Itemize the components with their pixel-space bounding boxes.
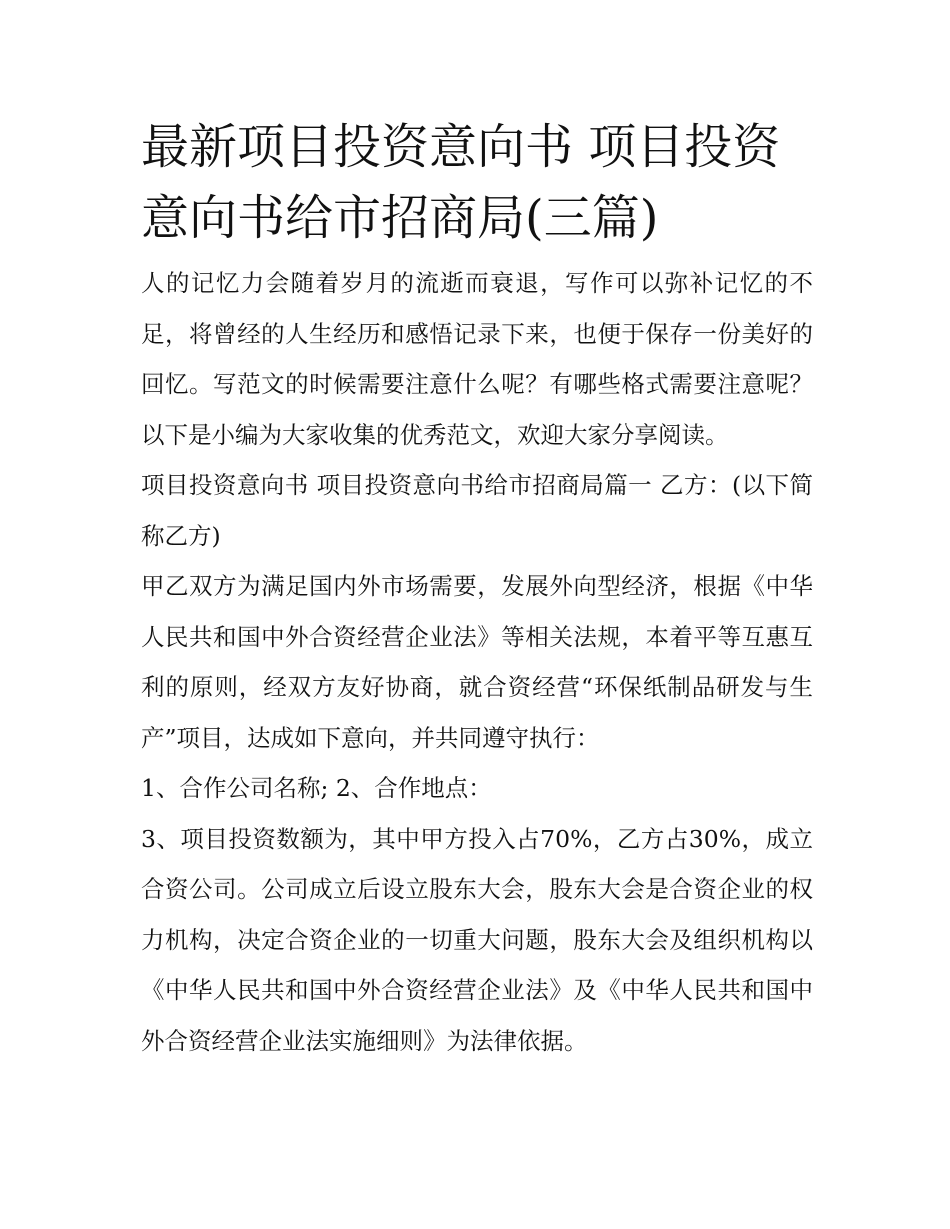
document-body: [141, 112, 813, 1066]
paragraph-section-heading: 项目投资意向书 项目投资意向书给市招商局篇一 乙方：(以下简称乙方): [141, 471, 813, 550]
paragraph-intro: 人的记忆力会随着岁月的流逝而衰退，写作可以弥补记忆的不足，将曾经的人生经历和感悟记录下来，也便于保存一份美好的回忆。写范文的时候需要注意什么呢？有哪些格式需要注意呢？以下是小编为大家收集的优秀范文，欢迎大家分享阅读。: [141, 269, 813, 449]
paragraph-clause-1-2: 1、合作公司名称; 2、合作地点：: [141, 774, 492, 802]
paragraph-agreement-basis: 甲乙双方为满足国内外市场需要，发展外向型经济，根据《中华人民共和国中外合资经营企业法》等相关法规，本着平等互惠互利的原则，经双方友好协商，就合资经营“环保纸制品研发与生产”项目，达成如下意向，并共同遵守执行：: [141, 572, 813, 752]
document-title: 最新项目投资意向书 项目投资意向书给市招商局(三篇): [141, 119, 781, 246]
paragraph-clause-3: 3、项目投资数额为，其中甲方投入占70%，乙方占30%，成立合资公司。公司成立后设立股东大会，股东大会是合资企业的权力机构，决定合资企业的一切重大问题，股东大会及组织机构以《中华人民共和国中外合资经营企业法》及《中华人民共和国中外合资经营企业法实施细则》为法律依据。: [141, 824, 813, 1055]
